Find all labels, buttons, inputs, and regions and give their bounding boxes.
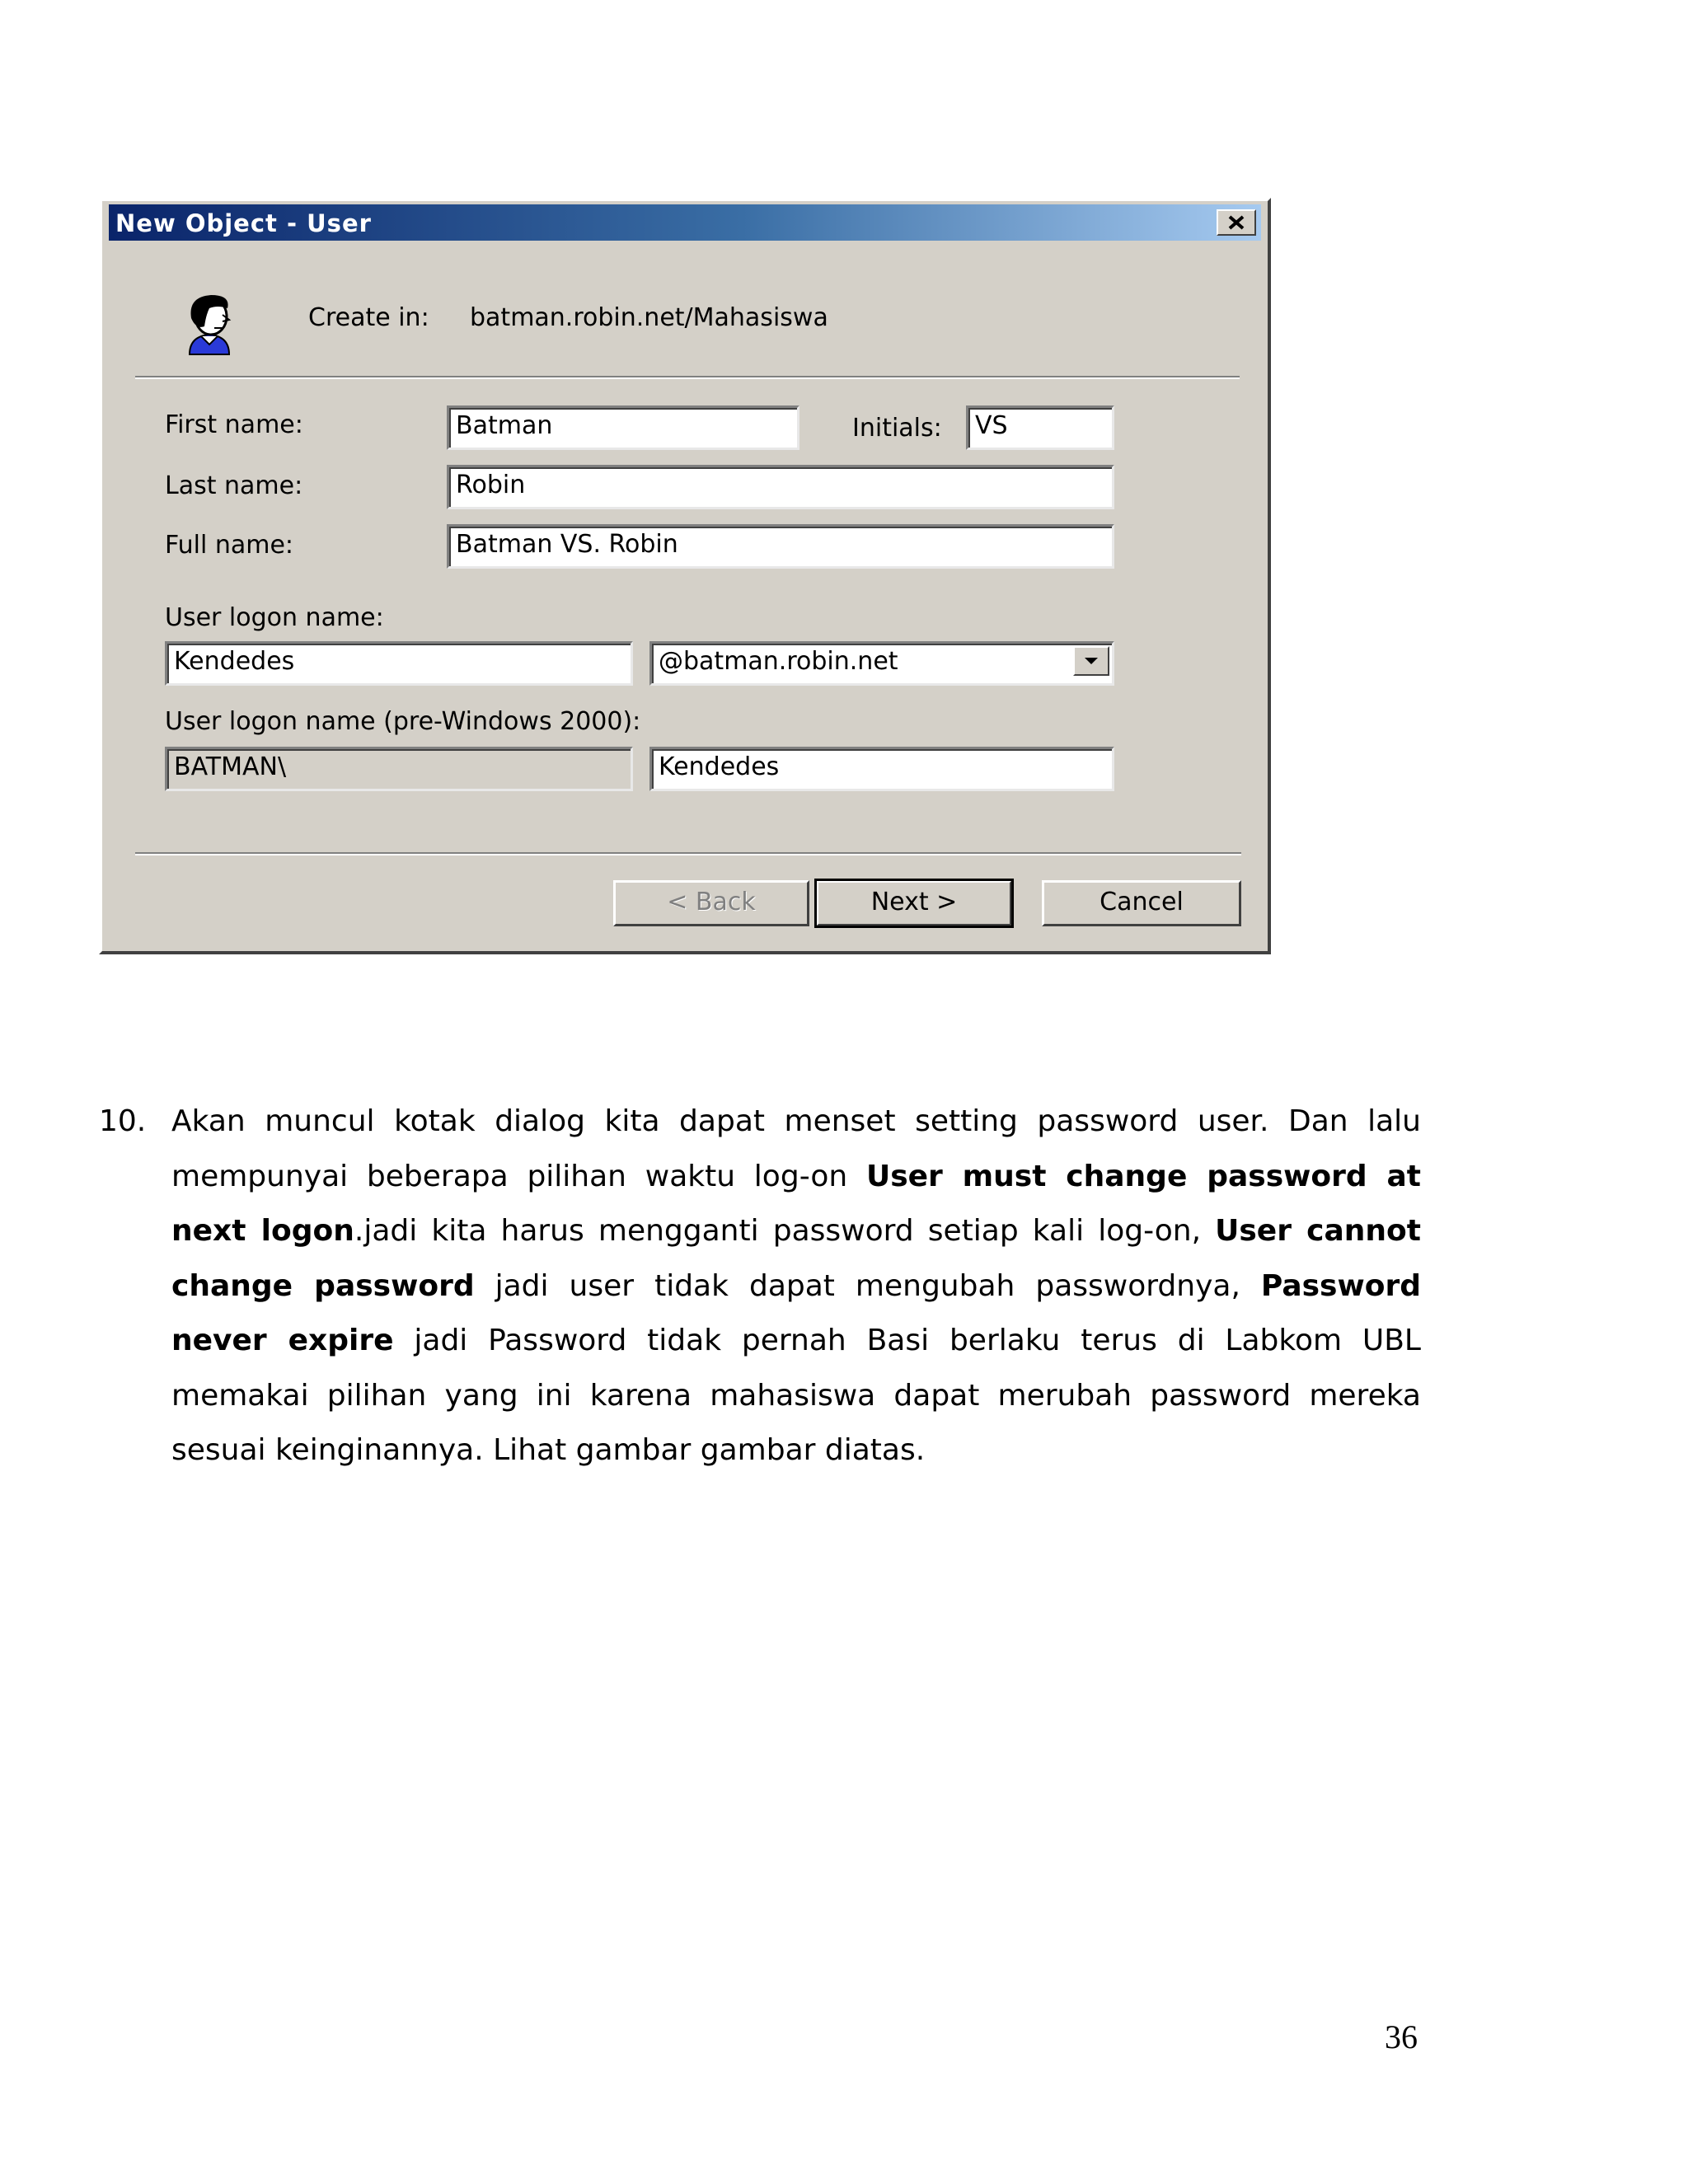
user-icon: [176, 290, 242, 356]
initials-label: Initials:: [852, 414, 942, 443]
last-name-label: Last name:: [165, 471, 303, 500]
full-name-label: Full name:: [165, 531, 294, 560]
pre2000-domain-field: BATMAN\: [165, 747, 633, 791]
domain-dropdown-button[interactable]: [1073, 646, 1109, 676]
full-name-field[interactable]: Batman VS. Robin: [447, 524, 1114, 569]
separator-top: [135, 376, 1240, 379]
pre2000-label: User logon name (pre-Windows 2000):: [165, 707, 641, 736]
initials-field[interactable]: VS: [966, 405, 1114, 450]
domain-select[interactable]: [649, 641, 1114, 686]
list-item-number: 10.: [99, 1104, 147, 1138]
chevron-down-icon: [1084, 657, 1099, 665]
text-segment: jadi Password tidak pernah Basi berlaku terus di Labkom UBL memakai pilihan yang ini karena mahasiswa dapat merubah password mereka sesuai keinginannya. Lihat gambar gambar diatas.: [171, 1324, 1421, 1467]
close-button[interactable]: [1217, 209, 1256, 236]
last-name-field[interactable]: Robin: [447, 465, 1114, 509]
logon-name-field[interactable]: Kendedes: [165, 641, 633, 686]
pre2000-name-field[interactable]: Kendedes: [649, 747, 1114, 791]
text-segment: .jadi kita harus mengganti password setiap kali log-on,: [354, 1214, 1216, 1248]
title-bar[interactable]: [109, 204, 1261, 241]
close-icon: [1226, 214, 1246, 231]
create-in-path: batman.robin.net/Mahasiswa: [470, 303, 828, 332]
logon-name-label: User logon name:: [165, 603, 384, 632]
new-object-user-dialog: [99, 198, 1271, 954]
bold-option-2: User cannot change password: [171, 1214, 1421, 1303]
next-button[interactable]: Next >: [816, 880, 1012, 926]
text-segment: jadi user tidak dapat mengubah passwordnya,: [474, 1268, 1261, 1303]
create-in-label: Create in:: [308, 303, 429, 332]
back-button[interactable]: < Back: [613, 880, 809, 926]
first-name-field[interactable]: Batman: [447, 405, 799, 450]
cancel-button[interactable]: Cancel: [1042, 880, 1241, 926]
body-paragraph: [171, 1094, 1421, 1479]
dialog-title: New Object - User: [115, 209, 372, 237]
first-name-label: First name:: [165, 410, 303, 439]
bold-option-1: User must change password at next logon: [171, 1159, 1422, 1248]
separator-bottom: [135, 852, 1241, 855]
bold-option-3: Password never expire: [171, 1268, 1421, 1357]
domain-select-value: @batman.robin.net: [659, 647, 898, 676]
page-number: 36: [1385, 2018, 1418, 2055]
text-segment: Akan muncul kotak dialog kita dapat menset setting password user. Dan lalu mempunyai beberapa pilihan waktu log-on: [171, 1104, 1421, 1193]
